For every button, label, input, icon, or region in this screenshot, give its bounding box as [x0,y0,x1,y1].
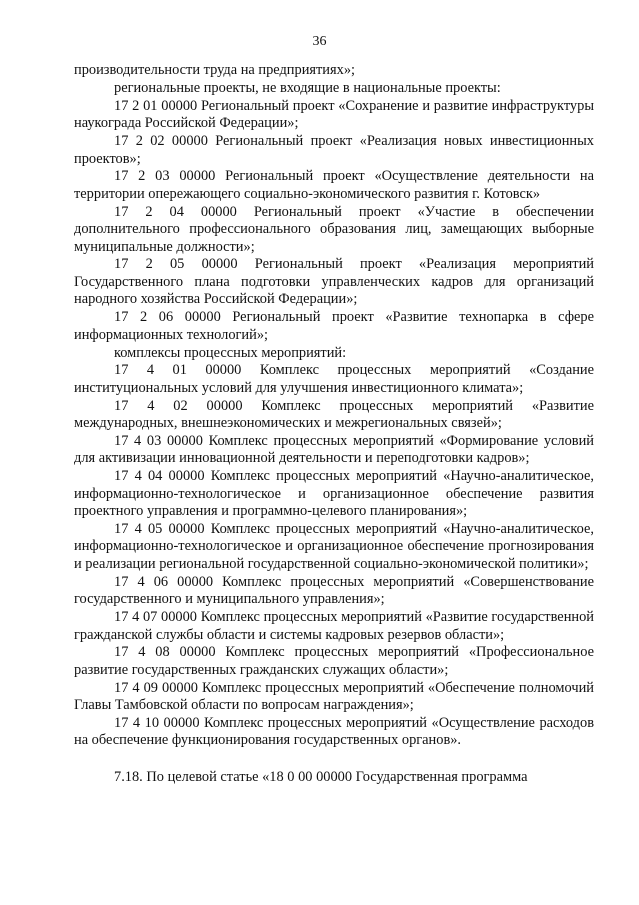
budget-code-paragraph: 17 2 03 00000 Региональный проект «Осуществление деятельности на территории опережающего социально-экономического развития г. Котовск» [74,168,594,202]
section-heading-paragraph: 7.18. По целевой статье «18 0 00 00000 Государственная программа [114,768,528,785]
document-body [74,62,594,787]
budget-code-paragraph: 17 4 04 00000 Комплекс процессных мероприятий «Научно-аналитическое, информационно-технологическое и организационное обеспечение развития проектного управления и программно-целевого планирования»; [74,468,594,520]
budget-code-paragraph: региональные проекты, не входящие в национальные проекты: [114,79,501,96]
budget-code-paragraph: 17 4 09 00000 Комплекс процессных мероприятий «Обеспечение полномочий Главы Тамбовской области по вопросам награждения»; [74,679,594,714]
budget-code-paragraph: 17 4 08 00000 Комплекс процессных мероприятий «Профессиональное развитие государственных гражданских служащих области»; [74,644,594,678]
budget-code-paragraph: 17 2 05 00000 Региональный проект «Реализация мероприятий Государственного плана подготовки управленческих кадров для организаций народного хозяйства Российской Федерации»; [74,256,594,308]
budget-code-paragraph: 17 4 01 00000 Комплекс процессных мероприятий «Создание институциональных условий для улучшения инвестиционного климата»; [74,362,594,396]
budget-code-paragraph: 17 2 01 00000 Региональный проект «Сохранение и развитие инфраструктуры наукограда Российской Федерации»; [74,97,594,132]
budget-code-paragraph: 17 4 05 00000 Комплекс процессных мероприятий «Научно-аналитическое, информационно-технологическое и организационное обеспечение прогнозирования и реализации региональной государственной социально-экономической политики»; [74,521,594,572]
budget-code-paragraph: 17 4 07 00000 Комплекс процессных мероприятий «Развитие государственной гражданской службы области и системы кадровых резервов области»; [74,609,594,643]
page-number: 36 [312,34,327,49]
budget-code-paragraph: 17 2 06 00000 Региональный проект «Развитие технопарка в сфере информационных технологий»; [74,309,594,343]
budget-code-paragraph: производительности труда на предприятиях»; [74,62,356,78]
budget-code-paragraph: комплексы процессных мероприятий: [114,344,347,361]
budget-code-paragraph: 17 4 03 00000 Комплекс процессных мероприятий «Формирование условий для активизации инновационной деятельности и переподготовки кадров»; [74,433,594,467]
budget-code-paragraph: 17 4 10 00000 Комплекс процессных мероприятий «Осуществление расходов на обеспечение функционирования государственных органов». [74,715,594,749]
budget-code-paragraph: 17 4 06 00000 Комплекс процессных мероприятий «Совершенствование государственного и муниципального управления»; [74,573,594,608]
budget-code-paragraph: 17 4 02 00000 Комплекс процессных мероприятий «Развитие международных, внешнеэкономических и межрегиональных связей»; [74,397,594,432]
budget-code-paragraph: 17 2 04 00000 Региональный проект «Участие в обеспечении дополнительного профессионального образования лиц, замещающих выборные муниципальные должности»; [74,203,594,255]
budget-code-paragraph: 17 2 02 00000 Региональный проект «Реализация новых инвестиционных проектов»; [74,133,594,167]
